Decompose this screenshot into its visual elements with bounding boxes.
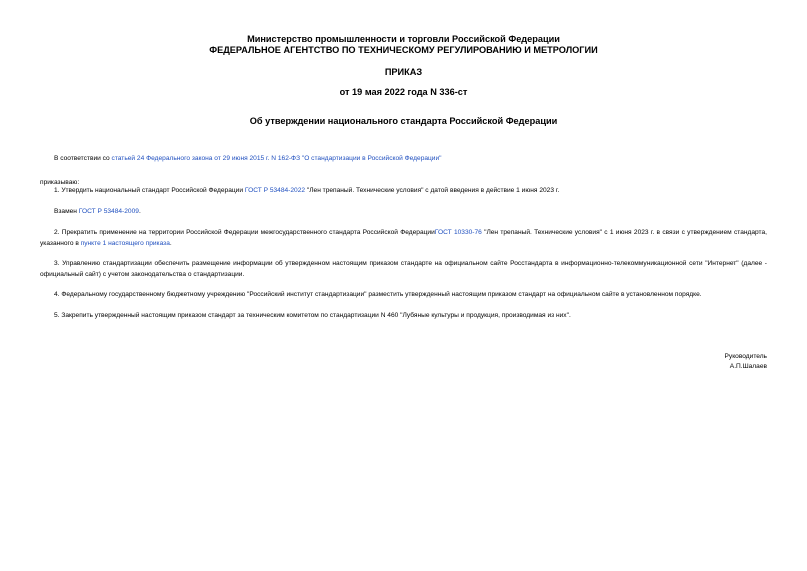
replace-suffix: .	[138, 208, 141, 215]
order-title: ПРИКАЗ	[384, 67, 423, 77]
intro-paragraph	[40, 154, 767, 165]
item-1-reference-link[interactable]: пункте 1 настоящего приказа	[80, 239, 170, 247]
replace-paragraph	[40, 207, 767, 218]
ministry-name: Министерство промышленности и торговли Российской Федерации	[247, 34, 560, 44]
item-2-prefix: 2. Прекратить применение на территории Российской Федерации межгосударственного стандарта Российской Федерации	[54, 229, 435, 236]
item-1-suffix: "Лен трепаный. Технические условия" с датой введения в действие 1 июня 2023 г.	[305, 187, 560, 194]
order-subject: Об утверждении национального стандарта Российской Федерации	[249, 116, 558, 126]
replace-prefix: Взамен	[54, 208, 79, 215]
order-word: приказываю:	[40, 179, 80, 186]
gost-r-53484-2009-link[interactable]: ГОСТ Р 53484-2009	[78, 208, 139, 215]
gost-r-53484-2022-link[interactable]: ГОСТ Р 53484-2022	[244, 187, 306, 194]
agency-name: ФЕДЕРАЛЬНОЕ АГЕНТСТВО ПО ТЕХНИЧЕСКОМУ РЕГУЛИРОВАНИЮ И МЕТРОЛОГИИ	[209, 45, 598, 55]
item-2-paragraph	[40, 228, 767, 249]
intro-prefix: В соответствии со	[54, 155, 112, 162]
gost-10330-76-link[interactable]: ГОСТ 10330-76	[434, 229, 482, 236]
item-4-paragraph: 4. Федеральному государственному бюджетному учреждению "Российский институт стандартизации" разместить утвержденный настоящим приказом стандарт на официальном сайте в установленном порядке.	[54, 291, 702, 298]
item-1-prefix: 1. Утвердить национальный стандарт Российской Федерации	[54, 187, 245, 194]
order-date: от 19 мая 2022 года N 336-ст	[339, 87, 468, 97]
item-2-middle: "Лен трепаный. Технические условия" с 1 июня 2023 г. в связи с утверждением стандарта, указанного в	[40, 229, 767, 247]
signature-name: А.П.Шалаев	[729, 363, 767, 370]
item-2-suffix: .	[169, 239, 172, 247]
item-5-paragraph: 5. Закрепить утвержденный настоящим приказом стандарт за техническим комитетом по стандартизации N 460 "Лубяные культуры и продукция, производимая из них".	[54, 312, 571, 319]
item-3-paragraph: 3. Управлению стандартизации обеспечить размещение информации об утвержденном настоящим приказом стандарте на официальном сайте Росстандарта в информационно-телекоммуникационной сети "Интернет" (далее - официальный сайт) с учетом законодательства о стандартизации.	[40, 260, 767, 278]
signature-title: Руководитель	[724, 353, 767, 360]
item-1-paragraph	[40, 186, 767, 197]
federal-law-link[interactable]: статьей 24 Федерального закона от 29 июня 2015 г. N 162-ФЗ "О стандартизации в Российской Федерации"	[111, 155, 442, 162]
